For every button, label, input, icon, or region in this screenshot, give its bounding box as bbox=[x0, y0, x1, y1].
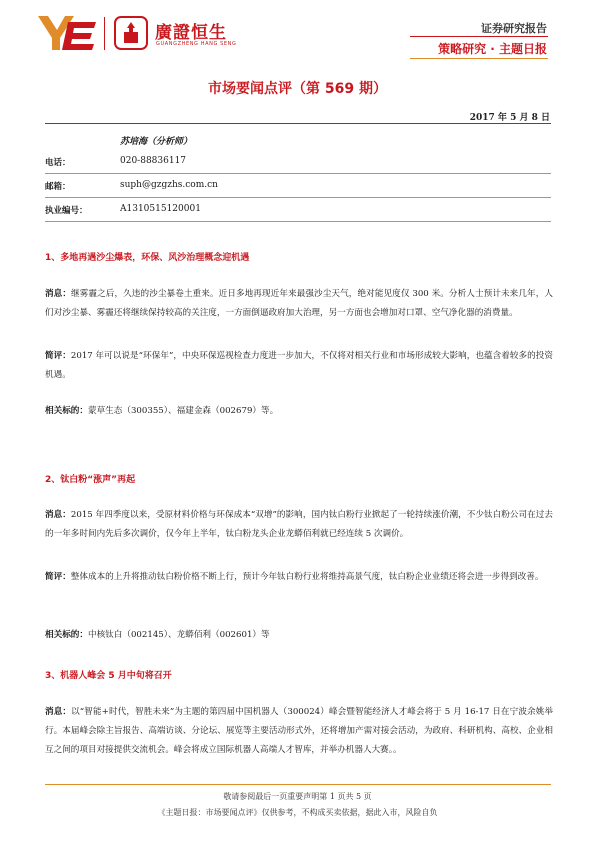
logo-separator bbox=[104, 17, 105, 50]
phone-value: 020-88836117 bbox=[120, 156, 187, 166]
phone-label: 电话： bbox=[45, 158, 71, 168]
ye-logo-icon bbox=[38, 14, 96, 52]
brand-name-en: GUANGZHENG HANG SENG bbox=[156, 41, 237, 47]
header-rule bbox=[410, 36, 548, 37]
section-heading: 3、机器人峰会 5 月中旬将召开 bbox=[45, 671, 172, 681]
report-category: 策略研究 · 主题日报 bbox=[438, 42, 547, 56]
license-label: 执业编号： bbox=[45, 206, 88, 216]
info-rule bbox=[45, 221, 551, 222]
related-text: 中核钛白（002145）、龙蟒佰利（002601）等 bbox=[87, 630, 270, 640]
info-rule bbox=[45, 173, 551, 174]
news-text: 2015 年四季度以来，受原材料价格与环保成本“双增”的影响，国内钛白粉行业掀起了一轮持续涨价潮，不少钛白粉公司在过去的一年多时间内先后多次调价，仅今年上半年，钛白粉龙头企业龙蟒佰利就已经连续 5 次调价。 bbox=[45, 510, 553, 539]
comment-label: 简评： bbox=[45, 351, 71, 361]
analyst-name: 苏培海（分析师） bbox=[120, 137, 193, 147]
license-row bbox=[45, 204, 545, 218]
footer-rule bbox=[45, 784, 551, 785]
section-related bbox=[45, 628, 270, 640]
related-label: 相关标的： bbox=[45, 630, 88, 640]
comment-label: 简评： bbox=[45, 572, 71, 582]
section-heading: 1、多地再遇沙尘爆表，环保、风沙治理概念迎机遇 bbox=[45, 253, 250, 263]
header-rule-2 bbox=[410, 58, 548, 59]
comment-text: 2017 年可以说是“环保年”，中央环保巡视检查力度进一步加大，不仅将对相关行业和市场形成较大影响，也蕴含着较多的投资机遇。 bbox=[45, 351, 553, 380]
report-type: 证券研究报告 bbox=[481, 22, 547, 35]
section-news bbox=[45, 506, 553, 544]
brand-name: 廣證恒生 bbox=[155, 23, 227, 43]
info-rule bbox=[45, 197, 551, 198]
seal-logo-icon bbox=[114, 16, 148, 50]
page-title: 市场要闻点评（第 569 期） bbox=[208, 81, 387, 97]
report-date: 2017 年 5 月 8 日 bbox=[469, 113, 550, 123]
section-comment bbox=[45, 347, 553, 385]
date-rule bbox=[45, 123, 551, 124]
news-label: 消息： bbox=[45, 289, 72, 299]
section-news bbox=[45, 285, 553, 323]
footer-page-note: 敬请参阅最后一页重要声明第 1 页共 5 页 bbox=[223, 792, 372, 801]
email-label: 邮箱： bbox=[45, 182, 71, 192]
news-label: 消息： bbox=[45, 510, 71, 520]
license-value: A1310515120001 bbox=[120, 204, 201, 214]
section-related bbox=[45, 404, 278, 416]
phone-row bbox=[45, 156, 545, 170]
section-comment bbox=[45, 568, 553, 587]
email-row bbox=[45, 180, 545, 194]
related-text: 蒙草生态（300355）、福建金森（002679）等。 bbox=[87, 406, 279, 416]
email-value[interactable]: suph@gzgzhs.com.cn bbox=[120, 180, 218, 190]
related-label: 相关标的： bbox=[45, 406, 88, 416]
news-text: 以“智能+时代，智胜未来”为主题的第四届中国机器人（300024）峰会暨智能经济人才峰会将于 5 月 16-17 日在宁波余姚举行。本届峰会除主旨报告、高端访谈、分论坛、展览等主要活动形式外，还将增加产需对接会活动，为政府、科研机构、高校、企业相互之间的项目对接提供交流机会。峰会将成立国际机器人高端人才智库，并举办机器人大赛。。 bbox=[45, 707, 553, 755]
comment-text: 整体成本的上升将推动钛白粉价格不断上行，预计今年钛白粉行业将维持高景气度，钛白粉企业业绩还将会进一步得到改善。 bbox=[70, 572, 544, 582]
news-label: 消息： bbox=[45, 707, 72, 717]
section-heading: 2、钛白粉“涨声”再起 bbox=[45, 475, 136, 485]
section-news bbox=[45, 703, 553, 760]
news-text: 继雾霾之后，久违的沙尘暴卷土重来。近日多地再现近年来最强沙尘天气，绝对能见度仅 300 米。分析人士预计未来几年，人们对沙尘暴、雾霾还将继续保持较高的关注度，一方面倒逼政府加大治理，另一方面也会增加对口罩、空气净化器的消费量。 bbox=[45, 289, 553, 318]
footer-disclaimer: 《主题日报：市场要闻点评》仅供参考，不构成买卖依据，据此入市，风险自负 bbox=[157, 808, 438, 817]
